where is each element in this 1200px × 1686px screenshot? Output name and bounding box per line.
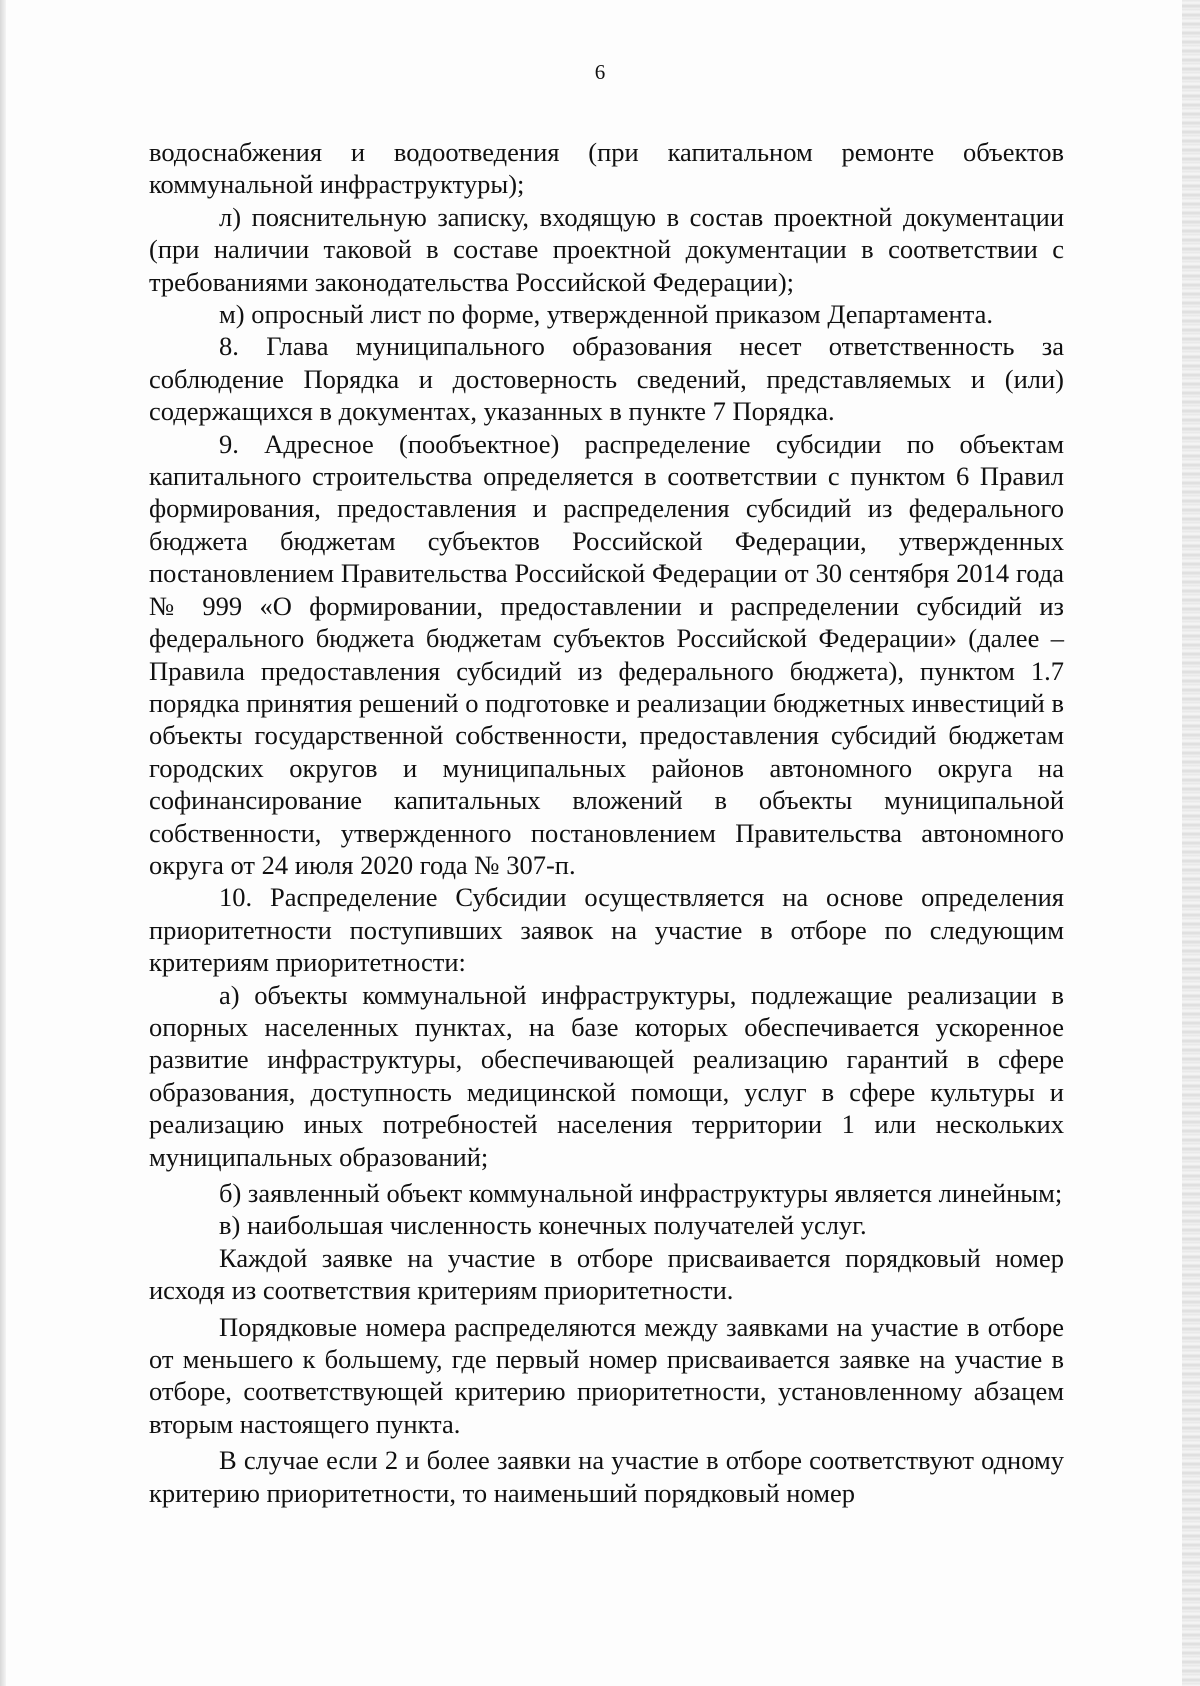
paragraph-item-m: м) опросный лист по форме, утвержденной приказом Департамента. [219, 299, 993, 330]
paragraph-item-l: л) пояснительную записку, входящую в состав проектной документации (при наличии таковой в составе проектной документации в соответствии с требованиями законодательства Российской Федерации); [149, 201, 1064, 297]
scan-edge-right [1182, 0, 1200, 1686]
paragraph-criterion-v: в) наибольшая численность конечных получателей услуг. [219, 1210, 867, 1241]
scan-edge-left [0, 0, 6, 1686]
paragraph-order: Порядковые номера распределяются между заявками на участие в отборе от меньшего к большему, где первый номер присваивается заявке на участие в отборе, соответствующей критерию приоритетности, установленному абзацем вторым настоящего пункта. [149, 1311, 1064, 1439]
paragraph-tie-case: В случае если 2 и более заявки на участие в отборе соответствуют одному критерию приоритетности, то наименьший порядковый номер [149, 1445, 1064, 1508]
paragraph-clause-10: 10. Распределение Субсидии осуществляется на основе определения приоритетности поступивших заявок на участие в отборе по следующим критериям приоритетности: [149, 882, 1064, 978]
paragraph-numbering: Каждой заявке на участие в отборе присваивается порядковый номер исходя из соответствия критериям приоритетности. [149, 1242, 1064, 1306]
paragraph-clause-9: 9. Адресное (пообъектное) распределение субсидии по объектам капитального строительства определяется в соответствии с пунктом 6 Правил формирования, предоставления и распределения субсидий из федерального бюджета бюджетам субъектов Российской Федерации, утвержденных постановлением Правительства Российской Федерации от 30 сентября 2014 года № 999 «О формировании, предоставлении и распределении субсидий из федерального бюджета бюджетам субъектов Российской Федерации» (далее – Правила предоставления субсидий из федерального бюджета), пунктом 1.7 порядка принятия решений о подготовке и реализации бюджетных инвестиций в объекты государственной собственности, предоставления субсидий бюджетам городских округов и муниципальных районов автономного округа на софинансирование капитальных вложений в объекты муниципальной собственности, утвержденного постановлением Правительства автономного округа от 24 июля 2020 года № 307-п. [149, 428, 1064, 880]
paragraph-criterion-b: б) заявленный объект коммунальной инфраструктуры является линейным; [219, 1178, 1063, 1208]
paragraph-criterion-a: а) объекты коммунальной инфраструктуры, подлежащие реализации в опорных населенных пунктах, на базе которых обеспечивается ускоренное развитие инфраструктуры, обеспечивающей реализацию гарантий в сфере образования, доступность медицинской помощи, услуг в сфере культуры и реализацию иных потребностей населения территории 1 или нескольких муниципальных образований; [149, 979, 1064, 1172]
paragraph-continuation: водоснабжения и водоотведения (при капитальном ремонте объектов коммунальной инфраструктуры); [149, 137, 1064, 200]
document-body [149, 136, 1064, 1509]
paragraph-clause-8: 8. Глава муниципального образования несет ответственность за соблюдение Порядка и достоверность сведений, представляемых и (или) содержащихся в документах, указанных в пункте 7 Порядка. [149, 331, 1064, 427]
page-number: 6 [594, 60, 606, 84]
